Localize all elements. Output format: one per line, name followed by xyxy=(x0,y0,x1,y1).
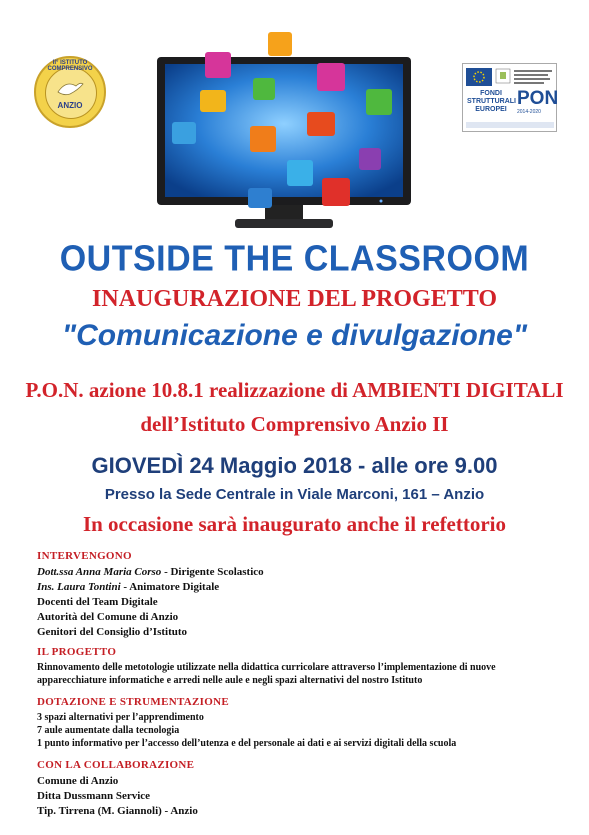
info-icon xyxy=(322,178,350,206)
speaker-2-name: Ins. Laura Tontini xyxy=(37,581,121,593)
rss-icon xyxy=(268,32,292,56)
folder-icon xyxy=(307,112,335,136)
search-app-icon xyxy=(205,52,231,78)
speaker-1-name: Dott.ssa Anna Maria Corso xyxy=(37,566,162,578)
dotazione-title: DOTAZIONE E STRUMENTAZIONE xyxy=(37,696,229,708)
collaborazione-title: CON LA COLLABORAZIONE xyxy=(37,759,195,771)
text-icon xyxy=(287,160,313,186)
music-icon xyxy=(317,63,345,91)
cart-icon xyxy=(253,78,275,100)
project-name: "Comunicazione e divulgazione" xyxy=(61,319,528,352)
dotazione-line-2: 7 aule aumentate dalla tecnologia xyxy=(37,725,180,736)
speaker-1-role: - Dirigente Scolastico xyxy=(161,566,264,578)
pon-footer-strip xyxy=(466,122,554,128)
inaugurazione-heading: INAUGURAZIONE DEL PROGETTO xyxy=(92,286,497,312)
pon-action-line: P.O.N. azione 10.8.1 realizzazione di AMBIENTI DIGITALI xyxy=(25,378,564,402)
event-date: GIOVEDÌ 24 Maggio 2018 - alle ore 9.00 xyxy=(91,453,498,478)
speaker-2 xyxy=(37,581,219,593)
speaker-5: Genitori del Consiglio d’Istituto xyxy=(37,626,188,638)
dove-icon xyxy=(56,78,84,100)
settings-app-icon xyxy=(250,126,276,152)
camera-icon xyxy=(172,122,196,144)
pon-fondi-text: FONDI STRUTTURALI EUROPEI xyxy=(467,90,516,113)
pon-word: PON xyxy=(517,88,559,109)
globe-icon xyxy=(248,188,272,208)
progetto-line-1: Rinnovamento delle metotologie utilizzate nella didattica curricolare attraverso l’implementazione di nuove xyxy=(37,662,496,673)
event-place: Presso la Sede Centrale in Viale Marconi, 161 – Anzio xyxy=(104,486,485,503)
check-icon xyxy=(366,89,392,115)
eu-flags-icon xyxy=(466,67,554,89)
collaborazione-line-3: Tip. Tirrena (M. Giannoli) - Anzio xyxy=(37,805,198,817)
speaker-3: Docenti del Team Digitale xyxy=(37,596,158,608)
pon-logo xyxy=(462,63,557,132)
speaker-1 xyxy=(37,566,264,578)
speaker-4: Autorità del Comune di Anzio xyxy=(37,611,179,623)
school-logo xyxy=(34,56,106,128)
school-logo-name: ANZIO xyxy=(57,101,83,110)
page-title: OUTSIDE THE CLASSROOM xyxy=(59,239,530,279)
dotazione-line-1: 3 spazi alternativi per l’apprendimento xyxy=(37,712,204,723)
collaborazione-line-2: Ditta Dussmann Service xyxy=(37,790,151,802)
mail-icon xyxy=(200,90,226,112)
pon-years: 2014-2020 xyxy=(517,109,541,115)
dotazione-line-3: 1 punto informativo per l’accesso dell’utenza e del personale ai dati e ai servizi digitali della scuola xyxy=(37,738,457,749)
school-ring-text: II° ISTITUTO COMPRENSIVO xyxy=(47,60,93,72)
istituto-line: dell’Istituto Comprensivo Anzio II xyxy=(140,412,449,436)
collaborazione-line-1: Comune di Anzio xyxy=(37,775,119,787)
refettorio-note: In occasione sarà inaugurato anche il refettorio xyxy=(82,512,507,536)
progetto-title: IL PROGETTO xyxy=(37,646,117,658)
intervengono-title: INTERVENGONO xyxy=(37,550,132,562)
progetto-line-2: apparecchiature informatiche e arredi nelle aule e negli spazi alternativi del nostro Istituto xyxy=(37,675,423,686)
lock-icon xyxy=(359,148,381,170)
speaker-2-role: - Animatore Digitale xyxy=(120,581,220,593)
